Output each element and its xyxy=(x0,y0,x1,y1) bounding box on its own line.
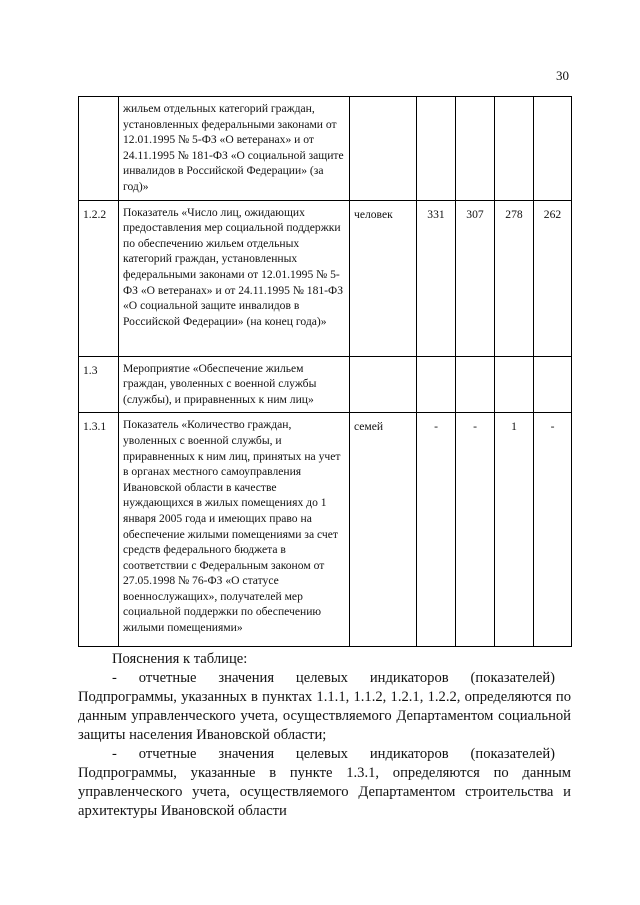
row-value: - xyxy=(417,413,456,647)
row-unit: человек xyxy=(350,200,417,356)
row-unit: семей xyxy=(350,413,417,647)
row-unit xyxy=(350,356,417,413)
row-value xyxy=(417,356,456,413)
row-value xyxy=(534,97,572,201)
note-item-text: Подпрограммы, указанных в пунктах 1.1.1, 1.1.2, 1.2.1, 1.2.2, определяются по данным управленческого учета, осуществляемого Департаментом социальной защиты населения Ивановской области; xyxy=(78,689,571,743)
row-description: жильем отдельных категорий граждан, установленных федеральными законами от 12.01.1995 № 5-ФЗ «О ветеранах» и от 24.11.1995 № 181-ФЗ «О социальной защите инвалидов в Российской Федерации» (за год)» xyxy=(119,97,350,201)
note-item-text: Подпрограммы, указанные в пункте 1.3.1, определяются по данным управленческого учета, осуществляемого Департаментом строительства и архитектуры Ивановской области xyxy=(78,765,571,819)
row-value xyxy=(417,97,456,201)
row-code: 1.2.2 xyxy=(79,200,119,356)
row-description: Показатель «Количество граждан, уволенных с военной службы, и приравненных к ним лиц, принятых на учет в органах местного самоуправления Ивановской области в качестве нуждающихся в жилых помещениях до 1 января 2005 года и имеющих право на обеспечение жилыми помещениями за счет средств федерального бюджета в соответствии с Федеральным законом от 27.05.1998 № 76-ФЗ «О статусе военнослужащих», получателей мер социальной поддержки по обеспечению жилыми помещениями» xyxy=(119,413,350,647)
table-notes xyxy=(78,650,571,821)
row-value: - xyxy=(456,413,495,647)
row-value xyxy=(456,356,495,413)
row-unit xyxy=(350,97,417,201)
table-row xyxy=(79,97,572,201)
row-value xyxy=(495,97,534,201)
row-value: 307 xyxy=(456,200,495,356)
row-description: Мероприятие «Обеспечение жильем граждан, уволенных с военной службы (службы), и приравненных к ним лиц» xyxy=(119,356,350,413)
row-value: - xyxy=(534,413,572,647)
table-row xyxy=(79,413,572,647)
note-item-lead: - отчетные значения целевых индикаторов (показателей) xyxy=(112,670,555,686)
row-value: 1 xyxy=(495,413,534,647)
row-value: 262 xyxy=(534,200,572,356)
row-value xyxy=(495,356,534,413)
row-value: 278 xyxy=(495,200,534,356)
row-description: Показатель «Число лиц, ожидающих предоставления мер социальной поддержки по обеспечению жильем отдельных категорий граждан, установленных федеральными законами от 12.01.1995 № 5-ФЗ «О ветеранах» и от 24.11.1995 № 181-ФЗ «О социальной защите инвалидов в Российской Федерации» (на конец года)» xyxy=(119,200,350,356)
page-number: 30 xyxy=(556,68,569,83)
row-code: 1.3 xyxy=(79,356,119,413)
row-value xyxy=(534,356,572,413)
row-value xyxy=(456,97,495,201)
row-code: 1.3.1 xyxy=(79,413,119,647)
row-value: 331 xyxy=(417,200,456,356)
table-row xyxy=(79,356,572,413)
row-code xyxy=(79,97,119,201)
note-item-lead: - отчетные значения целевых индикаторов (показателей) xyxy=(112,746,555,762)
table-row xyxy=(79,200,572,356)
indicators-table xyxy=(78,96,572,647)
notes-heading: Пояснения к таблице: xyxy=(112,651,248,667)
